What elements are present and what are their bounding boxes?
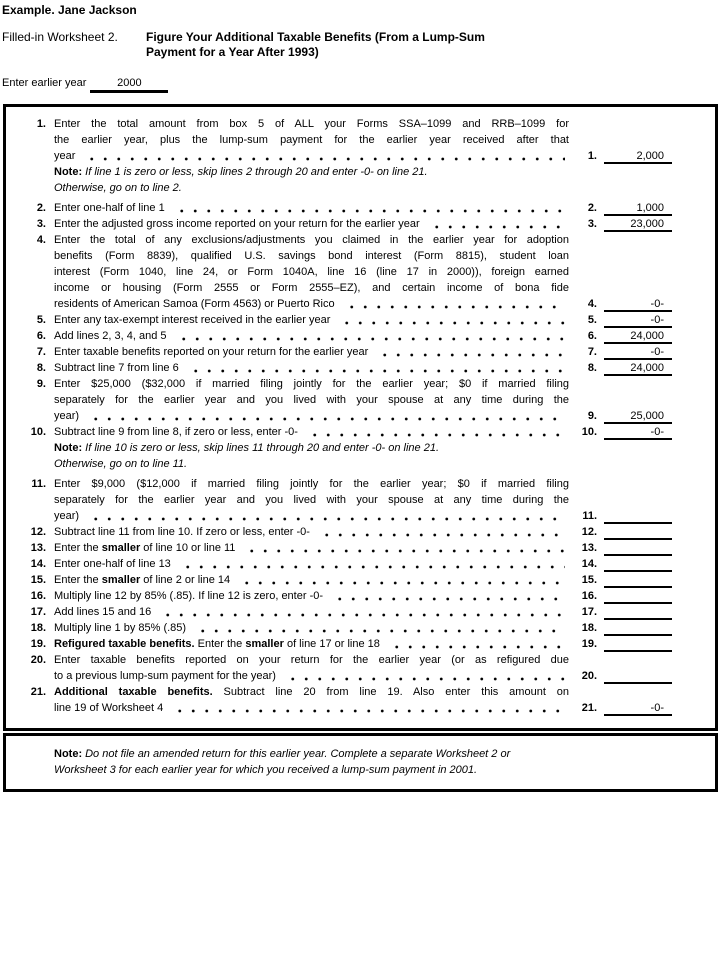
line-number: 14.	[30, 558, 46, 570]
worksheet-row	[6, 216, 715, 232]
line-text-row: interest (Form 1040, line 24, or Form 1040A, line 16 (line 17 in 2000)), foreign earned	[54, 266, 569, 278]
worksheet-row-main	[6, 312, 715, 328]
entry-field	[604, 297, 672, 312]
entry-line-number: 9.	[587, 410, 597, 422]
line-number: 5.	[36, 314, 46, 326]
inline-note-text: If line 1 is zero or less, skip lines 2 through 20 and enter -0- on line 21.	[82, 166, 428, 178]
line-text-segment: to a previous lump-sum payment for the year)	[54, 670, 276, 682]
entry-line-number: 3.	[587, 218, 597, 230]
entry-line-number: 21.	[581, 702, 597, 714]
inline-note	[54, 440, 715, 472]
worksheet-row-main	[6, 476, 715, 524]
entry-cell	[575, 360, 672, 376]
entry-field	[604, 345, 672, 360]
line-text-row	[54, 424, 569, 440]
line-text-segment: Enter one-half of line 1	[54, 202, 165, 214]
earlier-year-field	[90, 76, 168, 93]
entry-line-number: 13.	[581, 542, 597, 554]
entry-field	[604, 525, 672, 540]
entry-cell	[575, 344, 672, 360]
entry-field	[604, 509, 672, 524]
line-text	[54, 232, 569, 312]
line-number: 13.	[30, 542, 46, 554]
inline-note-line: Otherwise, go on to line 11.	[54, 458, 188, 470]
entry-line-number: 19.	[581, 638, 597, 650]
line-text	[54, 524, 569, 540]
dot-leader	[179, 556, 565, 572]
line-number: 4.	[36, 234, 46, 246]
entry-line-number: 17.	[581, 606, 597, 618]
dot-leader	[428, 216, 565, 232]
entry-cell	[575, 312, 672, 328]
entry-value: 2,000	[636, 150, 664, 162]
line-text-row	[54, 296, 569, 312]
worksheet-row	[6, 376, 715, 424]
line-text-segment: residents of American Samoa (Form 4563) or Puerto Rico	[54, 298, 335, 310]
line-text	[54, 116, 569, 164]
line-text-row	[54, 200, 569, 216]
entry-field	[604, 605, 672, 620]
worksheet-row-main	[6, 200, 715, 216]
line-text	[54, 588, 569, 604]
entry-field	[604, 621, 672, 636]
entry-cell	[575, 540, 672, 556]
entry-value: 25,000	[630, 410, 664, 422]
line-text-row: Enter the total amount from box 5 of ALL your Forms SSA–1099 and RRB–1099 for	[54, 118, 569, 130]
line-text-row	[54, 216, 569, 232]
dot-leader	[171, 700, 565, 716]
entry-cell	[575, 636, 672, 652]
worksheet-row-main	[6, 524, 715, 540]
line-text	[54, 556, 569, 572]
entry-field	[604, 589, 672, 604]
line-text-row	[54, 540, 569, 556]
dot-leader	[331, 588, 565, 604]
line-text-segment: Enter the smaller of line 2 or line 14	[54, 574, 231, 586]
dot-leader	[284, 668, 565, 684]
footer-note-box	[3, 733, 718, 792]
inline-note-text: If line 10 is zero or less, skip lines 11 through 20 and enter -0- on line 21.	[82, 442, 439, 454]
worksheet-row-main	[6, 424, 715, 440]
example-heading: Example. Jane Jackson	[2, 3, 137, 17]
worksheet-row	[6, 556, 715, 572]
worksheet-row-main	[6, 556, 715, 572]
line-text-row	[54, 148, 569, 164]
entry-cell	[575, 424, 672, 440]
entry-line-number: 5.	[587, 314, 597, 326]
inline-note-line	[54, 440, 715, 456]
dot-leader	[87, 408, 565, 424]
entry-line-number: 18.	[581, 622, 597, 634]
entry-field	[604, 701, 672, 716]
line-text-row	[54, 604, 569, 620]
line-text-segment: Enter the smaller of line 10 or line 11	[54, 542, 236, 554]
dot-leader	[388, 636, 565, 652]
worksheet-row	[6, 328, 715, 344]
line-number: 2.	[36, 202, 46, 214]
worksheet-row	[6, 312, 715, 328]
entry-field	[604, 541, 672, 556]
inline-note	[54, 164, 715, 196]
line-text	[54, 376, 569, 424]
line-text-row	[54, 508, 569, 524]
entry-value: -0-	[650, 298, 664, 310]
entry-line-number: 14.	[581, 558, 597, 570]
entry-field	[604, 361, 672, 376]
line-text-row: income or housing (Form 2555 or Form 2555–EZ), and certain income of bona fide	[54, 282, 569, 294]
line-number: 21.	[30, 686, 46, 698]
entry-cell	[575, 148, 672, 164]
line-text-segment: Subtract line 9 from line 8, if zero or less, enter -0-	[54, 426, 298, 438]
entry-cell	[575, 524, 672, 540]
worksheet-row-main	[6, 652, 715, 684]
worksheet-row	[6, 636, 715, 652]
entry-value: 23,000	[630, 218, 664, 230]
entry-value: -0-	[650, 426, 664, 438]
entry-value: -0-	[650, 314, 664, 326]
entry-line-number: 10.	[581, 426, 597, 438]
entry-value: 1,000	[636, 202, 664, 214]
line-text-row: the earlier year, plus the lump-sum payment for the earlier year received after that	[54, 134, 569, 146]
entry-line-number: 7.	[587, 346, 597, 358]
line-text	[54, 200, 569, 216]
worksheet-row-main	[6, 376, 715, 424]
line-text-row	[54, 572, 569, 588]
entry-field	[604, 149, 672, 164]
line-number: 16.	[30, 590, 46, 602]
entry-cell	[575, 200, 672, 216]
worksheet-row	[6, 620, 715, 636]
line-number: 20.	[30, 654, 46, 666]
entry-cell	[575, 296, 672, 312]
dot-leader	[338, 312, 565, 328]
entry-line-number: 4.	[587, 298, 597, 310]
entry-cell	[575, 508, 672, 524]
line-text-row: Enter $25,000 ($32,000 if married filing jointly for the earlier year; $0 if married filing	[54, 378, 569, 390]
entry-cell	[575, 588, 672, 604]
line-text-row	[54, 312, 569, 328]
worksheet-row-main	[6, 360, 715, 376]
line-text-segment: Subtract line 11 from line 10. If zero or less, enter -0-	[54, 526, 310, 538]
entry-value: -0-	[650, 702, 664, 714]
dot-leader	[238, 572, 565, 588]
worksheet-heading	[2, 30, 721, 60]
inline-note-line	[54, 164, 715, 180]
line-text-row: Enter taxable benefits reported on your return for the earlier year (or as refigured due	[54, 654, 569, 666]
entry-cell	[575, 700, 672, 716]
dot-leader	[87, 508, 565, 524]
line-text-row: separately for the earlier year and you lived with your spouse at any time during the	[54, 394, 569, 406]
worksheet-row-main	[6, 588, 715, 604]
entry-line-number: 8.	[587, 362, 597, 374]
worksheet-row-main	[6, 684, 715, 716]
inline-note-label: Note:	[54, 442, 83, 454]
line-text-segment: year)	[54, 410, 80, 422]
entry-cell	[575, 328, 672, 344]
worksheet-row	[6, 476, 715, 524]
inline-note-label: Note:	[54, 166, 83, 178]
entry-value: -0-	[650, 346, 664, 358]
line-number: 9.	[36, 378, 46, 390]
entry-line-number: 1.	[587, 150, 597, 162]
line-text	[54, 652, 569, 684]
entry-line-number: 2.	[587, 202, 597, 214]
dot-leader	[175, 328, 565, 344]
worksheet-row	[6, 232, 715, 312]
footer-note-label: Note:	[54, 748, 83, 760]
entry-cell	[575, 216, 672, 232]
worksheet-row	[6, 360, 715, 376]
entry-line-number: 11.	[582, 510, 597, 522]
entry-field	[604, 669, 672, 684]
line-text-segment: year	[54, 150, 76, 162]
line-text-segment: Enter the adjusted gross income reported on your return for the earlier year	[54, 218, 420, 230]
line-number: 15.	[30, 574, 46, 586]
line-text-row: Enter $9,000 ($12,000 if married filing jointly for the earlier year; $0 if married filing	[54, 478, 569, 490]
line-number: 8.	[36, 362, 46, 374]
worksheet-row-main	[6, 540, 715, 556]
line-text	[54, 424, 569, 440]
dot-leader	[318, 524, 565, 540]
worksheet-row-main	[6, 620, 715, 636]
entry-value: 24,000	[630, 362, 664, 374]
worksheet-row-main	[6, 328, 715, 344]
entry-field	[604, 217, 672, 232]
entry-cell	[575, 408, 672, 424]
worksheet-title-line-1: Figure Your Additional Taxable Benefits (From a Lump-Sum	[146, 30, 485, 44]
line-number: 7.	[36, 346, 46, 358]
line-text	[54, 540, 569, 556]
entry-field	[604, 573, 672, 588]
line-text	[54, 360, 569, 376]
line-text	[54, 684, 569, 716]
line-number: 3.	[36, 218, 46, 230]
line-number: 10.	[30, 426, 46, 438]
line-text	[54, 620, 569, 636]
worksheet-row	[6, 588, 715, 604]
entry-line-number: 6.	[587, 330, 597, 342]
line-text-row: Additional taxable benefits. Subtract line 20 from line 19. Also enter this amount on	[54, 686, 569, 698]
line-text-row	[54, 524, 569, 540]
line-text-row	[54, 588, 569, 604]
entry-field	[604, 313, 672, 328]
line-text-segment: year)	[54, 510, 80, 522]
entry-field	[604, 637, 672, 652]
worksheet-row-main	[6, 572, 715, 588]
worksheet-row	[6, 424, 715, 472]
worksheet-row	[6, 344, 715, 360]
entry-field	[604, 409, 672, 424]
line-text-row	[54, 360, 569, 376]
line-text-row	[54, 668, 569, 684]
dot-leader	[159, 604, 565, 620]
line-text-row	[54, 636, 569, 652]
line-text-row	[54, 700, 569, 716]
line-text	[54, 312, 569, 328]
line-number: 18.	[30, 622, 46, 634]
line-text-segment: line 19 of Worksheet 4	[54, 702, 164, 714]
earlier-year-label: Enter earlier year	[2, 77, 87, 89]
line-text-row	[54, 344, 569, 360]
line-text-row: benefits (Form 8839), qualified U.S. savings bond interest (Form 8815), student loan	[54, 250, 569, 262]
entry-field	[604, 201, 672, 216]
entry-line-number: 16.	[581, 590, 597, 602]
entry-cell	[575, 556, 672, 572]
line-text	[54, 476, 569, 524]
worksheet-row	[6, 116, 715, 196]
worksheet-rows	[6, 116, 715, 716]
footer-note-text-2: Worksheet 3 for each earlier year for which you received a lump-sum payment in 2001.	[54, 764, 478, 776]
worksheet-row	[6, 540, 715, 556]
inline-note-line: Otherwise, go on to line 2.	[54, 182, 182, 194]
line-text	[54, 328, 569, 344]
dot-leader	[306, 424, 565, 440]
footer-note-text-1: Do not file an amended return for this earlier year. Complete a separate Worksheet 2 or	[85, 748, 511, 760]
line-number: 1.	[36, 118, 46, 130]
earlier-year-value: 2000	[117, 77, 142, 89]
line-text-row	[54, 620, 569, 636]
worksheet-row-main	[6, 116, 715, 164]
worksheet-row-main	[6, 604, 715, 620]
worksheet-row-main	[6, 232, 715, 312]
line-text-segment: Subtract line 7 from line 6	[54, 362, 179, 374]
entry-line-number: 12.	[581, 526, 597, 538]
worksheet-row	[6, 684, 715, 716]
line-number: 6.	[36, 330, 46, 342]
entry-field	[604, 425, 672, 440]
dot-leader	[83, 148, 565, 164]
entry-value: 24,000	[630, 330, 664, 342]
worksheet-box	[3, 104, 718, 731]
line-text	[54, 344, 569, 360]
worksheet-row-main	[6, 636, 715, 652]
footer-note-line-1	[54, 746, 675, 762]
entry-cell	[575, 668, 672, 684]
line-text-segment: Add lines 2, 3, 4, and 5	[54, 330, 167, 342]
line-text-row	[54, 328, 569, 344]
dot-leader	[243, 540, 565, 556]
entry-line-number: 15.	[581, 574, 597, 586]
line-number: 19.	[30, 638, 46, 650]
entry-line-number: 20.	[581, 670, 597, 682]
line-text-segment: Enter one-half of line 13	[54, 558, 171, 570]
entry-cell	[575, 572, 672, 588]
worksheet-label: Filled-in Worksheet 2.	[2, 30, 118, 44]
entry-field	[604, 557, 672, 572]
entry-cell	[575, 620, 672, 636]
worksheet-title-line-2: Payment for a Year After 1993)	[146, 45, 319, 59]
entry-cell	[575, 604, 672, 620]
line-text	[54, 604, 569, 620]
earlier-year-row	[2, 75, 721, 93]
line-text	[54, 572, 569, 588]
dot-leader	[173, 200, 565, 216]
worksheet-title	[146, 30, 485, 60]
line-text-segment: Enter taxable benefits reported on your return for the earlier year	[54, 346, 369, 358]
line-text	[54, 216, 569, 232]
line-number: 11.	[31, 478, 46, 490]
line-text-segment: Multiply line 12 by 85% (.85). If line 12 is zero, enter -0-	[54, 590, 324, 602]
worksheet-row-main	[6, 344, 715, 360]
line-number: 12.	[30, 526, 46, 538]
line-text	[54, 636, 569, 652]
dot-leader	[376, 344, 565, 360]
worksheet-row	[6, 572, 715, 588]
dot-leader	[194, 620, 565, 636]
worksheet-row-main	[6, 216, 715, 232]
dot-leader	[187, 360, 565, 376]
line-text-segment: Add lines 15 and 16	[54, 606, 152, 618]
entry-field	[604, 329, 672, 344]
worksheet-row	[6, 652, 715, 684]
line-text-segment: Enter any tax-exempt interest received in the earlier year	[54, 314, 331, 326]
line-text-row	[54, 408, 569, 424]
worksheet-row	[6, 200, 715, 216]
worksheet-row	[6, 524, 715, 540]
dot-leader	[343, 296, 565, 312]
line-text-row: separately for the earlier year and you lived with your spouse at any time during the	[54, 494, 569, 506]
line-text-segment: Multiply line 1 by 85% (.85)	[54, 622, 187, 634]
line-text-segment: Refigured taxable benefits. Enter the smaller of line 17 or line 18	[54, 638, 380, 650]
line-text-row	[54, 556, 569, 572]
line-number: 17.	[30, 606, 46, 618]
line-text-row: Enter the total of any exclusions/adjustments you claimed in the earlier year for adoption	[54, 234, 569, 246]
worksheet-row	[6, 604, 715, 620]
